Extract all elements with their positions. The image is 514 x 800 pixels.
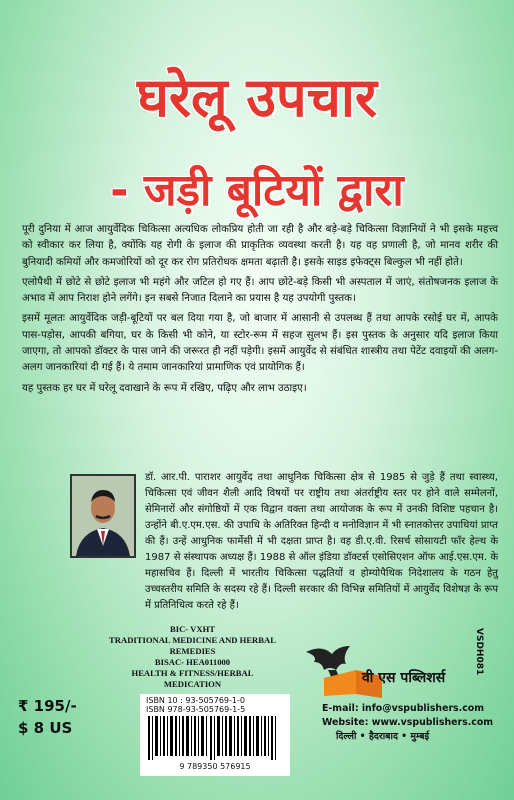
isbn10: ISBN 10 : 93-505769-1-0 (146, 696, 245, 705)
barcode (140, 694, 290, 776)
author-bio: डॉ. आर.पी. पाराशर आयुर्वेद तथा आधुनिक चिकित्सा क्षेत्र से 1985 से जुड़े हैं तथा स्वास्थ्य, चिकित्सा एवं जीवन शैली आदि विषयों पर राष्ट्रीय तथा अंतर्राष्ट्रीय स्तर पर होने वाले सम्मेलनों, सेमिनारों और संगोष्ठियों में एक विद्वान वक्ता तथा आयोजक के रूप में उनकी विशिष्ट पहचान है। उन्होंने बी.ए.एम.एस. की उपाधि के अतिरिक्त हिन्दी व मनोविज्ञान में भी स्नातकोत्तर उपाधियां प्राप्त की हैं। उन्हें आधुनिक फार्मेसी में भी दक्षता प्राप्त है। वह डी.ए.वी. रिसर्च सोसायटी फॉर हेल्थ के 1987 से संस्थापक अध्यक्ष हैं। 1988 से ऑल इंडिया डॉक्टर्स एसोसिएशन ऑफ आई.एस.एम. के महासचिव हैं। दिल्ली में भारतीय चिकित्सा पद्धतियों व होम्योपैथिक निदेशालय के गठन हेतु उच्चस्तरीय समिति के सदस्य रहे हैं। दिल्ली सरकार की विभिन्न समितियों में आयुर्वेद विशेषज्ञ के रूप में प्रतिनिधित्व करते रहे हैं। (145, 472, 498, 611)
author-portrait-icon (72, 476, 134, 556)
blurb-paragraph-1: पूरी दुनिया में आज आयुर्वेदिक चिकित्सा अत्यधिक लोकप्रिय होती जा रही है और बड़े-बड़े चिकित्सा विज्ञानियों ने भी इसके महत्त्व को स्वीकार कर लिया है, क्योंकि यह रोगी के इलाज की प्राकृतिक व्यवस्था करती है। यह वह प्रणाली है, जो मानव शरीर की बुनियादी कमियों और कमजोरियों को दूर कर रोग प्रतिरोधक क्षमता बढ़ाती है। इसके साइड इफेक्ट्स बिल्कुल भी नहीं होते। (22, 224, 498, 268)
publisher-contact (322, 702, 493, 744)
code-line: BIC- VXHT (170, 624, 215, 634)
author-photo (70, 474, 136, 558)
isbn13: ISBN 978-93-505769-1-5 (146, 705, 246, 714)
publisher-name: वी एस पब्लिशर्स (362, 670, 446, 686)
book-title: घरेलू उपचार (136, 66, 378, 129)
price (18, 695, 77, 739)
website-text: Website: www.vspublishers.com (322, 717, 494, 728)
blurb-paragraph-2: एलोपैथी में छोटे से छोटे इलाज भी महंगे और जटिल हो गए हैं। आप छोटे-बड़े किसी भी अस्पताल में जाएं, संतोषजनक इलाज के अभाव में आप निराश होने लगेंगे। इन सबसे निजात दिलाने का प्रयास है यह उपयोगी पुस्तक। (22, 276, 498, 305)
publisher-logo (302, 640, 462, 700)
code-line: BISAC- HEA011000 (154, 657, 231, 667)
book-subtitle: - जड़ी बूटियों द्वारा (110, 165, 404, 216)
side-code: VSDH081 (474, 628, 484, 676)
email-text: E-mail: info@vspublishers.com (322, 703, 484, 714)
price-usd: $ 8 US (18, 719, 73, 737)
blurb (22, 222, 498, 401)
subject-codes (105, 624, 280, 690)
cities-text: दिल्ली • हैदराबाद • मुम्बई (336, 731, 430, 742)
barcode-bars-icon (140, 714, 290, 760)
price-inr: ₹ 195/- (18, 697, 77, 715)
code-line: TRADITIONAL MEDICINE AND HERBAL REMEDIES (109, 635, 276, 656)
blurb-paragraph-4: यह पुस्तक हर घर में घरेलू दवाखाने के रूप में रखिए, पढ़िए और लाभ उठाइए। (22, 382, 307, 394)
code-line: HEALTH & FITNESS/HERBAL MEDICATION (131, 668, 254, 689)
barcode-digits: 9 789350 576915 (179, 762, 251, 771)
blurb-paragraph-3: इसमें मूलतः आयुर्वेदिक जड़ी-बूटियों पर बल दिया गया है, जो बाजार में आसानी से उपलब्ध हैं तथा आपके रसोई घर में, आपके पास-पड़ोस, आपकी बगिया, घर के किसी भी कोने, या स्टोर-रूम में सहज सुलभ हैं। इस पुस्तक के अनुसार यदि इलाज किया जाएगा, तो आपको डॉक्टर के पास जाने की जरूरत ही नहीं पड़ेगी। इसमें आयुर्वेद से संबंधित शास्त्रीय तथा पेटेंट दवाइयों की अलग-अलग जानकारियां दी गई हैं। ये तमाम जानकारियां प्रामाणिक एवं प्रायोगिक हैं। (22, 313, 498, 374)
